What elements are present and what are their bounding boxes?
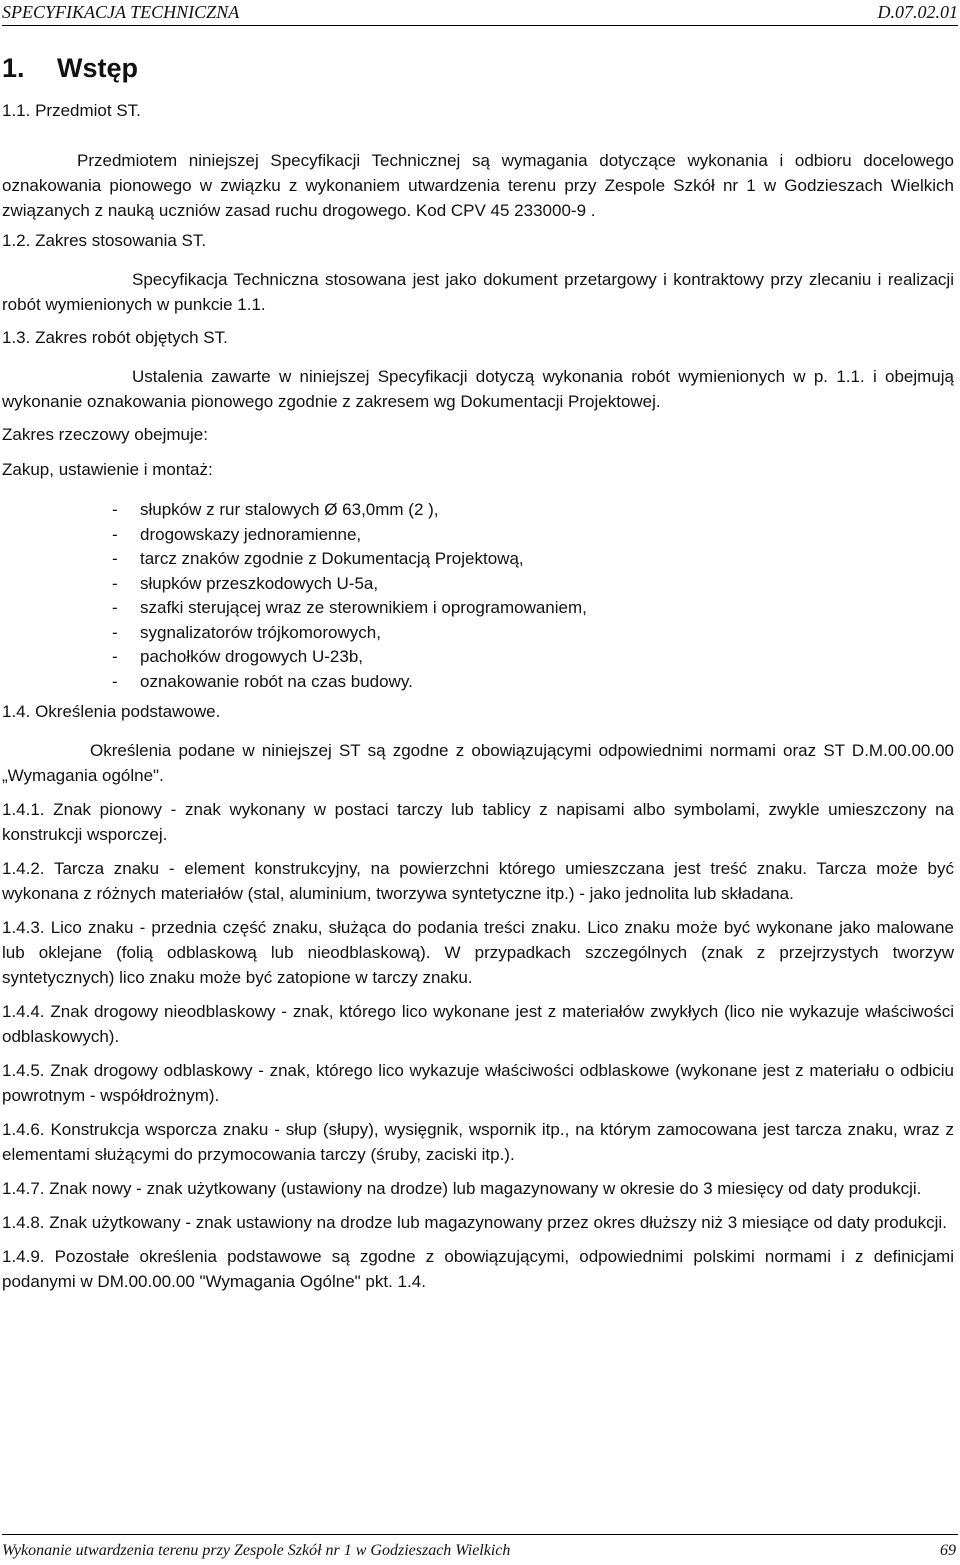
list-item: - pachołków drogowych U-23b, (112, 645, 954, 670)
subsection-heading-1-1: 1.1. Przedmiot ST. (2, 101, 141, 120)
definition-1-4-8: 1.4.8. Znak użytkowany - znak ustawiony na drodze lub magazynowany przez okres dłuższy niż 3 miesiące od daty produkcji. (2, 1213, 947, 1232)
section-title: Wstęp (57, 53, 138, 83)
definition-1-4-2: 1.4.2. Tarcza znaku - element konstrukcyjny, na powierzchni którego umieszczana jest treść znaku. Tarcza może być wykonana z różnych materiałów (stal, aluminium, tworzywa syntetyczne itp.) - jako jednolita lub składana. (2, 859, 954, 903)
paragraph-1-4-intro: Określenia podane w niniejszej ST są zgodne z obowiązującymi odpowiednimi normami oraz ST D.M.00.00.00 „Wymagania ogólne". (2, 741, 954, 785)
definition-1-4-9: 1.4.9. Pozostałe określenia podstawowe są zgodne z obowiązującymi, odpowiednimi polskimi normami i z definicjami podanymi w DM.00.00.00 "Wymagania Ogólne" pkt. 1.4. (2, 1247, 954, 1291)
list-item: - tarcz znaków zgodnie z Dokumentacją Projektową, (112, 547, 954, 572)
paragraph-1-1: Przedmiotem niniejszej Specyfikacji Technicznej są wymagania dotyczące wykonania i odbioru docelowego oznakowania pionowego w związku z wykonaniem utwardzenia terenu przy Zespole Szkół nr 1 w Godzieszach Wielkich związanych z nauką uczniów zasad ruchu drogowego. Kod CPV 45 233000-9 . (2, 151, 954, 220)
scope-list (2, 498, 954, 694)
subsection-heading-1-2: 1.2. Zakres stosowania ST. (2, 231, 207, 250)
scope-sub-label: Zakup, ustawienie i montaż: (2, 460, 213, 479)
definition-1-4-7: 1.4.7. Znak nowy - znak użytkowany (ustawiony na drodze) lub magazynowany w okresie do 3 miesięcy od daty produkcji. (2, 1179, 922, 1198)
page-number: 69 (940, 1542, 956, 1559)
list-item: - oznakowanie robót na czas budowy. (112, 670, 954, 695)
page-footer (2, 1536, 958, 1562)
paragraph-1-2: Specyfikacja Techniczna stosowana jest jako dokument przetargowy i kontraktowy przy zlecaniu i realizacji robót wymienionych w punkcie 1.1. (2, 270, 954, 314)
section-heading (2, 52, 954, 84)
definition-1-4-3: 1.4.3. Lico znaku - przednia część znaku, służąca do podania treści znaku. Lico znaku może być wykonane jako malowane lub oklejane (folią odblaskową lub nieodblaskową). W przypadkach szczególnych (znak z przejrzystych tworzyw syntetycznych) lico znaku może być zatopione w tarczy znaku. (2, 918, 954, 987)
definition-1-4-4: 1.4.4. Znak drogowy nieodblaskowy - znak, którego lico wykonane jest z materiałów zwykłych (lico nie wykazuje właściwości odblaskowych). (2, 1002, 954, 1046)
section-number: 1. (2, 53, 25, 83)
list-item: - szafki sterującej wraz ze sterownikiem i oprogramowaniem, (112, 596, 954, 621)
footer-text: Wykonanie utwardzenia terenu przy Zespole Szkół nr 1 w Godzieszach Wielkich (2, 1542, 511, 1559)
subsection-heading-1-3: 1.3. Zakres robót objętych ST. (2, 328, 228, 347)
list-item: - słupków przeszkodowych U-5a, (112, 572, 954, 597)
page-header (2, 0, 958, 26)
scope-label: Zakres rzeczowy obejmuje: (2, 425, 208, 444)
definition-1-4-5: 1.4.5. Znak drogowy odblaskowy - znak, którego lico wykazuje właściwości odblaskowe (wykonane jest z materiału o odbiciu powrotnym - współdrożnym). (2, 1061, 954, 1105)
list-item: - słupków z rur stalowych Ø 63,0mm (2 ), (112, 498, 954, 523)
list-item: - sygnalizatorów trójkomorowych, (112, 621, 954, 646)
header-rule (2, 25, 958, 26)
paragraph-1-3: Ustalenia zawarte w niniejszej Specyfikacji dotyczą wykonania robót wymienionych w p. 1.1. i obejmują wykonanie oznakowania pionowego zgodnie z zakresem wg Dokumentacji Projektowej. (2, 367, 954, 411)
definition-1-4-1: 1.4.1. Znak pionowy - znak wykonany w postaci tarczy lub tablicy z napisami albo symbolami, zwykle umieszczony na konstrukcji wsporczej. (2, 800, 954, 844)
header-code: D.07.02.01 (877, 2, 958, 22)
definition-1-4-6: 1.4.6. Konstrukcja wsporcza znaku - słup (słupy), wysięgnik, wspornik itp., na którym zamocowana jest tarcza znaku, wraz z elementami służącymi do przymocowania tarczy (śruby, zaciski itp.). (2, 1120, 954, 1164)
subsection-heading-1-4: 1.4. Określenia podstawowe. (2, 702, 221, 721)
list-item: - drogowskazy jednoramienne, (112, 523, 954, 548)
header-title: SPECYFIKACJA TECHNICZNA (2, 2, 240, 22)
document-body (2, 52, 954, 1294)
footer-rule (2, 1534, 958, 1535)
